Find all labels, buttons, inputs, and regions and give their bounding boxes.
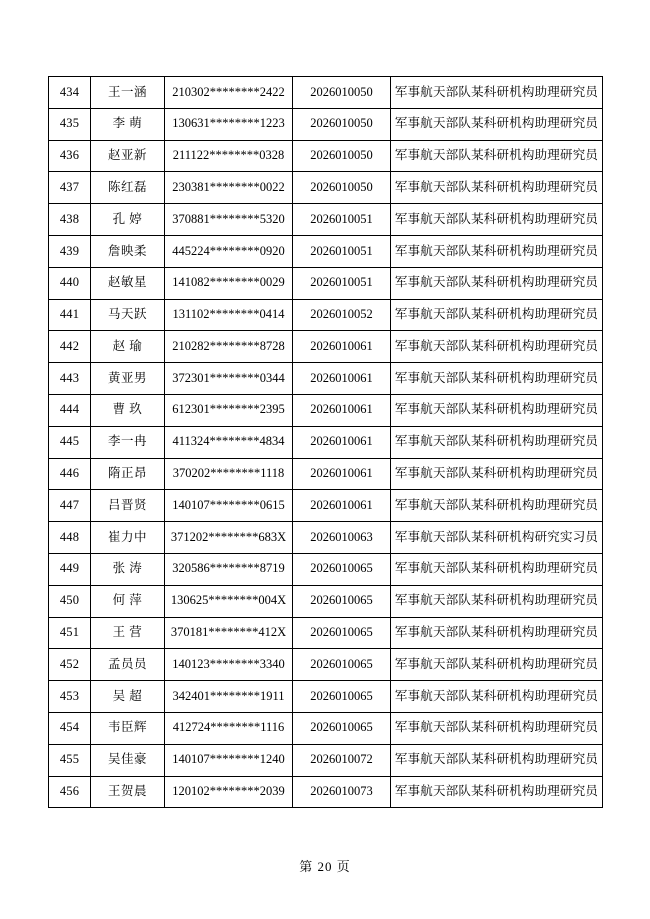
cell-sequence: 442 (49, 331, 91, 363)
cell-id-number: 130631********1223 (165, 108, 293, 140)
cell-id-number: 141082********0029 (165, 267, 293, 299)
cell-id-number: 140123********3340 (165, 649, 293, 681)
cell-sequence: 447 (49, 490, 91, 522)
cell-name: 崔力中 (91, 522, 165, 554)
page-footer (0, 856, 650, 876)
cell-sequence: 448 (49, 522, 91, 554)
cell-position: 军事航天部队某科研机构助理研究员 (391, 458, 603, 490)
cell-sequence: 445 (49, 426, 91, 458)
table-row (49, 331, 603, 363)
table-row (49, 458, 603, 490)
table-row (49, 394, 603, 426)
cell-position: 军事航天部队某科研机构助理研究员 (391, 331, 603, 363)
cell-position: 军事航天部队某科研机构助理研究员 (391, 585, 603, 617)
cell-position: 军事航天部队某科研机构助理研究员 (391, 712, 603, 744)
cell-name: 孔 婷 (91, 204, 165, 236)
table-row (49, 776, 603, 808)
cell-unit-code: 2026010065 (293, 553, 391, 585)
cell-name: 赵 瑜 (91, 331, 165, 363)
cell-unit-code: 2026010052 (293, 299, 391, 331)
cell-name: 王一涵 (91, 77, 165, 109)
cell-position: 军事航天部队某科研机构助理研究员 (391, 77, 603, 109)
cell-sequence: 440 (49, 267, 91, 299)
cell-name: 王贺晨 (91, 776, 165, 808)
cell-sequence: 435 (49, 108, 91, 140)
cell-name: 黄亚男 (91, 363, 165, 395)
table-row (49, 140, 603, 172)
cell-position: 军事航天部队某科研机构助理研究员 (391, 204, 603, 236)
cell-name: 韦臣辉 (91, 712, 165, 744)
cell-sequence: 446 (49, 458, 91, 490)
cell-id-number: 370202********1118 (165, 458, 293, 490)
table-row (49, 172, 603, 204)
cell-id-number: 230381********0022 (165, 172, 293, 204)
page-footer-text: 第 20 页 (299, 859, 351, 874)
roster-table-container (48, 76, 602, 808)
cell-unit-code: 2026010050 (293, 140, 391, 172)
cell-sequence: 450 (49, 585, 91, 617)
table-row (49, 522, 603, 554)
cell-id-number: 210302********2422 (165, 77, 293, 109)
cell-sequence: 437 (49, 172, 91, 204)
table-row (49, 299, 603, 331)
cell-unit-code: 2026010061 (293, 363, 391, 395)
cell-unit-code: 2026010061 (293, 394, 391, 426)
cell-id-number: 371202********683X (165, 522, 293, 554)
cell-sequence: 438 (49, 204, 91, 236)
cell-unit-code: 2026010050 (293, 77, 391, 109)
table-row (49, 490, 603, 522)
table-row (49, 204, 603, 236)
cell-name: 张 涛 (91, 553, 165, 585)
roster-table (48, 76, 603, 808)
cell-name: 何 萍 (91, 585, 165, 617)
cell-position: 军事航天部队某科研机构助理研究员 (391, 649, 603, 681)
cell-id-number: 131102********0414 (165, 299, 293, 331)
cell-position: 军事航天部队某科研机构助理研究员 (391, 140, 603, 172)
cell-name: 曹 玖 (91, 394, 165, 426)
cell-sequence: 434 (49, 77, 91, 109)
cell-position: 军事航天部队某科研机构助理研究员 (391, 744, 603, 776)
cell-position: 军事航天部队某科研机构研究实习员 (391, 522, 603, 554)
cell-position: 军事航天部队某科研机构助理研究员 (391, 426, 603, 458)
cell-sequence: 449 (49, 553, 91, 585)
cell-unit-code: 2026010051 (293, 267, 391, 299)
cell-unit-code: 2026010061 (293, 331, 391, 363)
cell-sequence: 443 (49, 363, 91, 395)
table-row (49, 649, 603, 681)
cell-sequence: 451 (49, 617, 91, 649)
cell-name: 李 萌 (91, 108, 165, 140)
cell-unit-code: 2026010050 (293, 108, 391, 140)
cell-unit-code: 2026010065 (293, 617, 391, 649)
cell-sequence: 452 (49, 649, 91, 681)
cell-unit-code: 2026010065 (293, 649, 391, 681)
cell-id-number: 211122********0328 (165, 140, 293, 172)
cell-position: 军事航天部队某科研机构助理研究员 (391, 681, 603, 713)
cell-id-number: 320586********8719 (165, 553, 293, 585)
cell-position: 军事航天部队某科研机构助理研究员 (391, 172, 603, 204)
cell-id-number: 140107********1240 (165, 744, 293, 776)
cell-position: 军事航天部队某科研机构助理研究员 (391, 363, 603, 395)
cell-sequence: 439 (49, 235, 91, 267)
cell-unit-code: 2026010065 (293, 712, 391, 744)
table-row (49, 77, 603, 109)
cell-id-number: 372301********0344 (165, 363, 293, 395)
cell-sequence: 453 (49, 681, 91, 713)
table-row (49, 267, 603, 299)
cell-id-number: 370181********412X (165, 617, 293, 649)
table-row (49, 553, 603, 585)
cell-name: 陈红磊 (91, 172, 165, 204)
cell-sequence: 444 (49, 394, 91, 426)
cell-name: 李一冉 (91, 426, 165, 458)
cell-id-number: 445224********0920 (165, 235, 293, 267)
cell-position: 军事航天部队某科研机构助理研究员 (391, 108, 603, 140)
cell-id-number: 412724********1116 (165, 712, 293, 744)
cell-id-number: 370881********5320 (165, 204, 293, 236)
cell-unit-code: 2026010065 (293, 681, 391, 713)
cell-sequence: 454 (49, 712, 91, 744)
cell-id-number: 120102********2039 (165, 776, 293, 808)
cell-unit-code: 2026010073 (293, 776, 391, 808)
cell-sequence: 441 (49, 299, 91, 331)
cell-name: 吴佳豪 (91, 744, 165, 776)
cell-unit-code: 2026010051 (293, 235, 391, 267)
table-row (49, 426, 603, 458)
cell-name: 吕晋贤 (91, 490, 165, 522)
cell-name: 马天跃 (91, 299, 165, 331)
cell-name: 赵敏星 (91, 267, 165, 299)
table-row (49, 617, 603, 649)
cell-unit-code: 2026010065 (293, 585, 391, 617)
cell-unit-code: 2026010061 (293, 490, 391, 522)
cell-position: 军事航天部队某科研机构助理研究员 (391, 553, 603, 585)
cell-id-number: 130625********004X (165, 585, 293, 617)
cell-sequence: 455 (49, 744, 91, 776)
cell-position: 军事航天部队某科研机构助理研究员 (391, 299, 603, 331)
cell-position: 军事航天部队某科研机构助理研究员 (391, 617, 603, 649)
cell-unit-code: 2026010050 (293, 172, 391, 204)
cell-position: 军事航天部队某科研机构助理研究员 (391, 267, 603, 299)
cell-unit-code: 2026010061 (293, 426, 391, 458)
table-row (49, 108, 603, 140)
table-row (49, 585, 603, 617)
cell-unit-code: 2026010072 (293, 744, 391, 776)
cell-id-number: 411324********4834 (165, 426, 293, 458)
cell-position: 军事航天部队某科研机构助理研究员 (391, 235, 603, 267)
cell-name: 孟员员 (91, 649, 165, 681)
cell-unit-code: 2026010061 (293, 458, 391, 490)
cell-id-number: 612301********2395 (165, 394, 293, 426)
cell-name: 詹映柔 (91, 235, 165, 267)
cell-unit-code: 2026010063 (293, 522, 391, 554)
cell-id-number: 210282********8728 (165, 331, 293, 363)
table-row (49, 363, 603, 395)
cell-name: 王 营 (91, 617, 165, 649)
cell-id-number: 342401********1911 (165, 681, 293, 713)
cell-sequence: 436 (49, 140, 91, 172)
cell-id-number: 140107********0615 (165, 490, 293, 522)
table-row (49, 712, 603, 744)
cell-name: 隋正昂 (91, 458, 165, 490)
cell-position: 军事航天部队某科研机构助理研究员 (391, 490, 603, 522)
cell-name: 吴 超 (91, 681, 165, 713)
table-row (49, 744, 603, 776)
cell-position: 军事航天部队某科研机构助理研究员 (391, 394, 603, 426)
cell-position: 军事航天部队某科研机构助理研究员 (391, 776, 603, 808)
table-row (49, 681, 603, 713)
cell-unit-code: 2026010051 (293, 204, 391, 236)
cell-sequence: 456 (49, 776, 91, 808)
cell-name: 赵亚新 (91, 140, 165, 172)
table-row (49, 235, 603, 267)
